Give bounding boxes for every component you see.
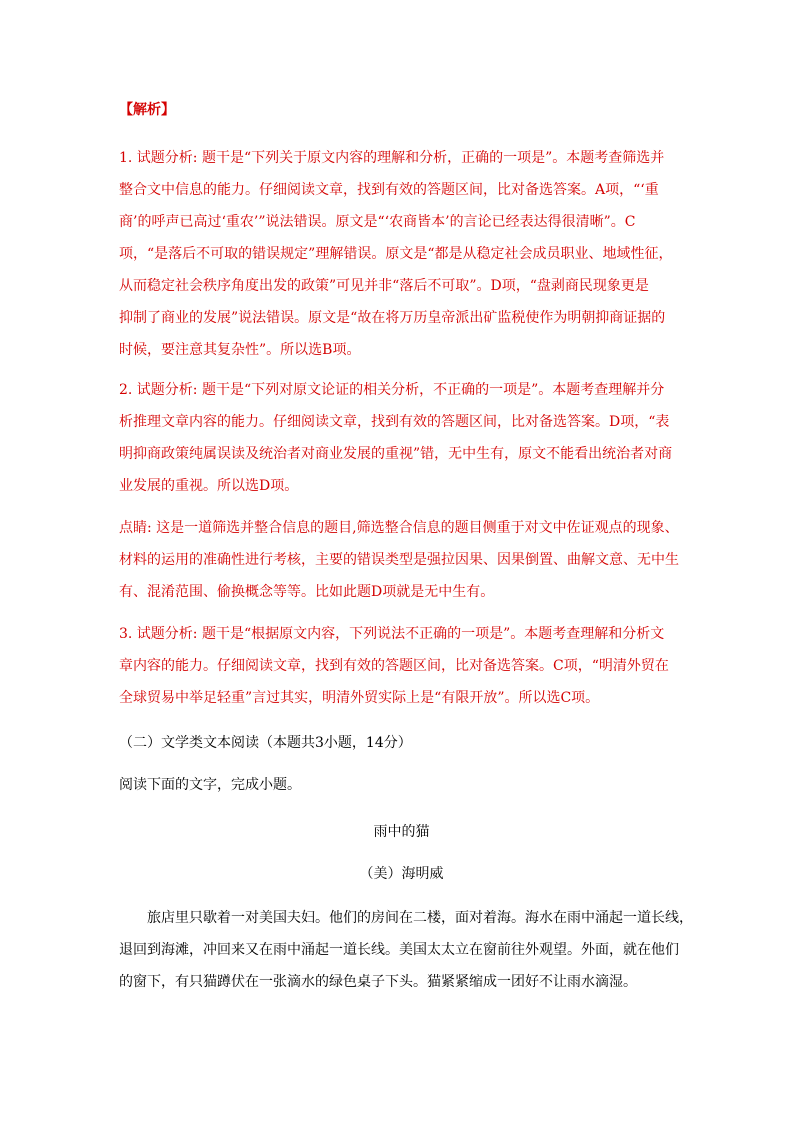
q2-line: 析推理文章内容的能力。仔细阅读文章，找到有效的答题区间，比对备选答案。D项，“表 (119, 414, 670, 430)
q1-line: 从而稳定社会秩序角度出发的政策”可见并非“落后不可取”。D项，“盘剥商民现象更是 (119, 278, 649, 294)
tip-line: 点睛: 这是一道筛选并整合信息的题目,筛选整合信息的题目侧重于对文中佐证观点的现象、 (119, 520, 679, 536)
q2-line: 明抑商政策纯属误读及统治者对商业发展的重视”错，无中生有，原文不能看出统治者对商 (119, 446, 673, 462)
q1-line: 整合文中信息的能力。仔细阅读文章，找到有效的答题区间，比对备选答案。A项，“‘重 (119, 182, 659, 198)
q3-line: 章内容的能力。仔细阅读文章，找到有效的答题区间，比对备选答案。C项，“明清外贸在 (119, 658, 669, 674)
q1-line: 项，“是落后不可取的错误规定”理解错误。原文是“都是从稳定社会成员职业、地域性征， (119, 246, 673, 262)
q3-line: 3. 试题分析: 题干是“根据原文内容，下列说法不正确的一项是”。本题考查理解和分析文 (119, 626, 665, 642)
section-instruction: 阅读下面的文字，完成小题。 (119, 777, 301, 793)
q2-line: 2. 试题分析: 题干是“下列对原文论证的相关分析，不正确的一项是”。本题考查理解并分 (119, 382, 665, 398)
story-paragraph-line: 旅店里只歇着一对美国夫妇。他们的房间在二楼，面对着海。海水在雨中涌起一道长线， (147, 910, 693, 926)
story-paragraph-line: 的窗下，有只猫蹲伏在一张滴水的绿色桌子下头。猫紧紧缩成一团好不让雨水滴湿。 (119, 974, 637, 990)
tip-line: 材料的运用的准确性进行考核，主要的错误类型是强拉因果、因果倒置、曲解文意、无中生 (119, 552, 679, 568)
story-author: （美）海明威 (359, 866, 444, 882)
q1-line: 抑制了商业的发展”说法错误。原文是“故在将万历皇帝派出矿监税使作为明朝抑商证据的 (119, 310, 666, 326)
tip-line: 有、混淆范围、偷换概念等等。比如此题D项就是无中生有。 (119, 584, 495, 600)
q2-line: 业发展的重视。所以选D项。 (119, 478, 299, 494)
q3-line: 全球贸易中举足轻重”言过其实，明清外贸实际上是“有限开放”。所以选C项。 (119, 690, 600, 706)
q1-line: 1. 试题分析: 题干是“下列关于原文内容的理解和分析，正确的一项是”。本题考查筛选并 (119, 150, 665, 166)
story-paragraph-line: 退回到海滩，冲回来又在雨中涌起一道长线。美国太太立在窗前往外观望。外面，就在他们 (119, 942, 679, 958)
section-title: （二）文学类文本阅读（本题共3小题，14分） (119, 735, 412, 751)
story-title: 雨中的猫 (373, 824, 430, 840)
analysis-heading: 【解析】 (119, 102, 175, 118)
q1-line: 时候，要注意其复杂性”。所以选B项。 (119, 342, 361, 358)
q1-line: 商’的呼声已高过‘重农’”说法错误。原文是“‘农商皆本’的言论已经表达得很清晰”。C (119, 214, 636, 230)
